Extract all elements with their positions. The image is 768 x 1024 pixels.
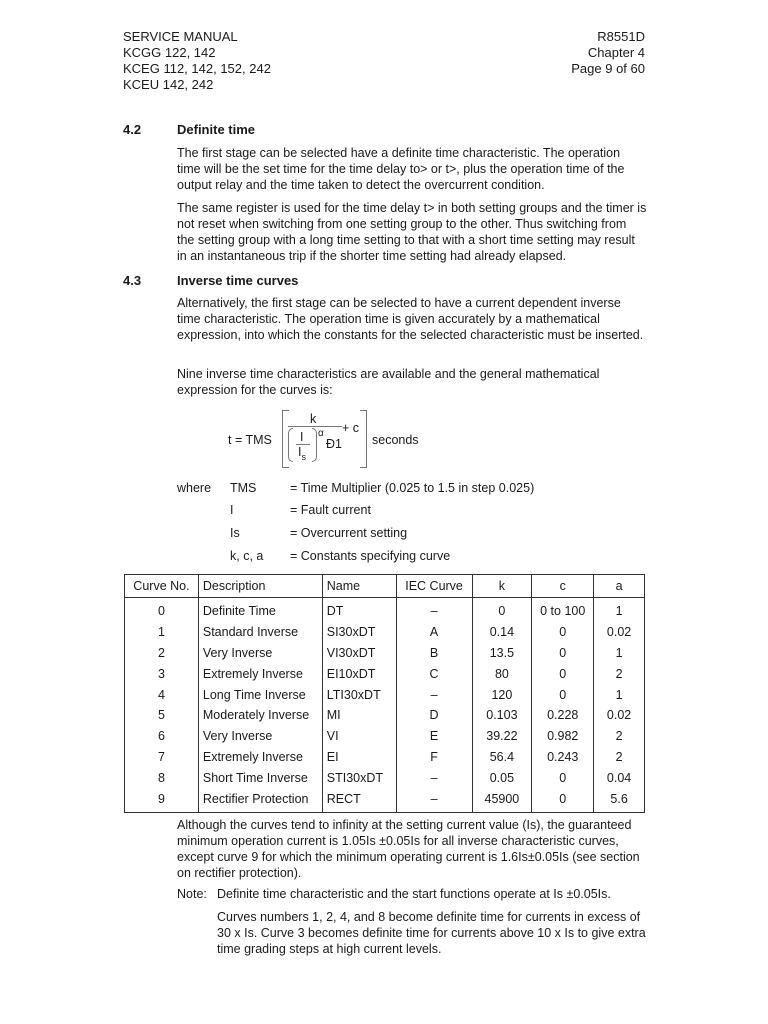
formula-is-subscript: s [301, 452, 306, 462]
formula-is [298, 444, 306, 461]
constant-c-cell: 0 [532, 788, 594, 812]
note-text: Definite time characteristic and the start functions operate at Is ±0.05Is. [217, 887, 611, 901]
curve-description-cell: Definite Time [198, 598, 322, 622]
table-row [125, 747, 645, 768]
document-number: R8551D [597, 29, 645, 44]
curve-number-cell: 1 [125, 622, 199, 643]
curve-number-cell: 4 [125, 684, 199, 705]
where-description: = Constants specifying curve [290, 549, 451, 563]
column-header: c [532, 575, 594, 598]
where-symbol: I [230, 503, 234, 517]
curve-description-cell: Standard Inverse [198, 622, 322, 643]
constant-a-cell: 5.6 [594, 788, 645, 812]
constant-a-cell: 1 [594, 684, 645, 705]
curve-number-cell: 8 [125, 767, 199, 788]
document-header-left [123, 29, 271, 93]
where-description: = Fault current [290, 503, 371, 517]
constant-c-cell: 0 [532, 643, 594, 664]
curve-description-cell: Extremely Inverse [198, 663, 322, 684]
constant-k-cell: 45900 [472, 788, 532, 812]
constant-k-cell: 80 [472, 663, 532, 684]
constant-a-cell: 2 [594, 726, 645, 747]
paragraph: Although the curves tend to infinity at the setting current value (Is), the guaranteed minimum operation current is 1.05Is ±0.05Is for all inverse characteristic curves, except curve 9 for which the minimum operating current is 1.6Is±0.05Is (see section on rectifier protection). [177, 818, 640, 880]
curve-name-cell: SI30xDT [322, 622, 396, 643]
table-row [125, 598, 645, 622]
curve-number-cell: 2 [125, 643, 199, 664]
table-row [125, 643, 645, 664]
table-row [125, 705, 645, 726]
curve-number-cell: 7 [125, 747, 199, 768]
where-description: = Time Multiplier (0.025 to 1.5 in step 0.025) [290, 481, 535, 495]
constant-a-cell: 0.02 [594, 622, 645, 643]
constant-k-cell: 56.4 [472, 747, 532, 768]
constant-k-cell: 120 [472, 684, 532, 705]
column-header: IEC Curve [396, 575, 472, 598]
where-symbol: k, c, a [230, 549, 264, 563]
constant-c-cell: 0.228 [532, 705, 594, 726]
curve-description-cell: Extremely Inverse [198, 747, 322, 768]
curve-description-cell: Very Inverse [198, 643, 322, 664]
table-row [125, 622, 645, 643]
iec-curve-cell: – [396, 788, 472, 812]
table-row [125, 684, 645, 705]
model-line: KCEG 112, 142, 152, 242 [123, 61, 271, 76]
where-label: where [177, 481, 212, 495]
constant-a-cell: 0.04 [594, 767, 645, 788]
where-description: = Overcurrent setting [290, 526, 408, 540]
constant-c-cell: 0 to 100 [532, 598, 594, 622]
curve-number-cell: 9 [125, 788, 199, 812]
model-line: KCGG 122, 142 [123, 45, 216, 60]
curve-name-cell: LTI30xDT [322, 684, 396, 705]
curve-description-cell: Short Time Inverse [198, 767, 322, 788]
iec-curve-cell: – [396, 598, 472, 622]
curve-name-cell: DT [322, 598, 396, 622]
curve-description-cell: Rectifier Protection [198, 788, 322, 812]
constant-a-cell: 2 [594, 747, 645, 768]
constant-c-cell: 0 [532, 684, 594, 705]
section-title: Definite time [177, 122, 256, 137]
section-number: 4.3 [123, 273, 142, 288]
document-header-right [571, 29, 645, 77]
column-header: Name [322, 575, 396, 598]
formula-alpha: α [318, 428, 324, 439]
section-number: 4.2 [123, 122, 142, 137]
curve-name-cell: VI [322, 726, 396, 747]
curve-name-cell: EI [322, 747, 396, 768]
constant-k-cell: 0 [472, 598, 532, 622]
where-symbol: TMS [230, 481, 257, 495]
formula-lhs: t = TMS [228, 433, 272, 447]
curve-name-cell: MI [322, 705, 396, 726]
constant-c-cell: 0 [532, 663, 594, 684]
curve-number-cell: 3 [125, 663, 199, 684]
constant-k-cell: 0.103 [472, 705, 532, 726]
paragraph: Alternatively, the first stage can be selected to have a current dependent inverse time characteristic. The operation time is given accurately by a mathematical expression, into which the constants for the selected characteristic must be inserted. [177, 296, 644, 342]
curve-description-cell: Long Time Inverse [198, 684, 322, 705]
curve-number-cell: 5 [125, 705, 199, 726]
paragraph: The same register is used for the time delay t> in both setting groups and the timer is not reset when switching from one setting group to the other. Thus switching from the setting group with a long time setting to that with a short time setting may result in an instantaneous trip if the shorter time setting had already elapsed. [177, 201, 647, 263]
formula-minus-one: Ð1 [326, 437, 342, 451]
table-row [125, 663, 645, 684]
column-header: Description [198, 575, 322, 598]
curve-number-cell: 6 [125, 726, 199, 747]
right-bracket [360, 410, 367, 468]
column-header: Curve No. [125, 575, 199, 598]
constant-a-cell: 1 [594, 643, 645, 664]
table-header-row [125, 575, 645, 598]
constant-k-cell: 13.5 [472, 643, 532, 664]
constant-c-cell: 0 [532, 622, 594, 643]
table-row [125, 788, 645, 812]
column-header: k [472, 575, 532, 598]
constant-a-cell: 2 [594, 663, 645, 684]
constant-c-cell: 0.243 [532, 747, 594, 768]
note-label: Note: [177, 887, 207, 901]
iec-curve-cell: – [396, 767, 472, 788]
constant-c-cell: 0.982 [532, 726, 594, 747]
iec-curve-cell: B [396, 643, 472, 664]
constant-k-cell: 39.22 [472, 726, 532, 747]
formula-is-base: I [298, 445, 302, 459]
constant-a-cell: 0.02 [594, 705, 645, 726]
where-symbol: Is [230, 526, 240, 540]
curve-name-cell: RECT [322, 788, 396, 812]
paragraph: The first stage can be selected have a definite time characteristic. The operation time will be the set time for the time delay to> or t>, plus the operation time of the output relay and the time taken to detect the overcurrent condition. [177, 146, 625, 192]
iec-curve-cell: D [396, 705, 472, 726]
column-header: a [594, 575, 645, 598]
curve-name-cell: EI10xDT [322, 663, 396, 684]
right-paren [312, 428, 317, 462]
formula-k: k [310, 412, 317, 426]
chapter-label: Chapter 4 [587, 45, 645, 60]
left-paren [288, 428, 293, 462]
iec-curve-cell: E [396, 726, 472, 747]
manual-title: SERVICE MANUAL [123, 29, 238, 44]
formula-i: I [300, 430, 304, 444]
formula-plus-c: + c [342, 421, 360, 435]
table-row [125, 767, 645, 788]
curve-name-cell: VI30xDT [322, 643, 396, 664]
curve-constants-table [124, 574, 645, 813]
iec-curve-cell: A [396, 622, 472, 643]
note-text: Curves numbers 1, 2, 4, and 8 become definite time for currents in excess of 30 x Is. Curve 3 becomes definite time for currents above 10 x Is to give extra time grading steps at high current levels. [217, 910, 646, 956]
curve-description-cell: Moderately Inverse [198, 705, 322, 726]
constant-k-cell: 0.05 [472, 767, 532, 788]
curve-number-cell: 0 [125, 598, 199, 622]
constant-c-cell: 0 [532, 767, 594, 788]
paragraph: Nine inverse time characteristics are available and the general mathematical expression for the curves is: [177, 367, 600, 397]
curve-formula [228, 408, 448, 470]
table-row [125, 726, 645, 747]
fraction-bar [288, 426, 342, 427]
model-line: KCEU 142, 242 [123, 77, 214, 92]
iec-curve-cell: C [396, 663, 472, 684]
formula-units: seconds [372, 433, 419, 447]
constant-a-cell: 1 [594, 598, 645, 622]
page-number: Page 9 of 60 [571, 61, 645, 76]
iec-curve-cell: – [396, 684, 472, 705]
section-title: Inverse time curves [177, 273, 299, 288]
curve-description-cell: Very Inverse [198, 726, 322, 747]
curve-name-cell: STI30xDT [322, 767, 396, 788]
iec-curve-cell: F [396, 747, 472, 768]
constant-k-cell: 0.14 [472, 622, 532, 643]
